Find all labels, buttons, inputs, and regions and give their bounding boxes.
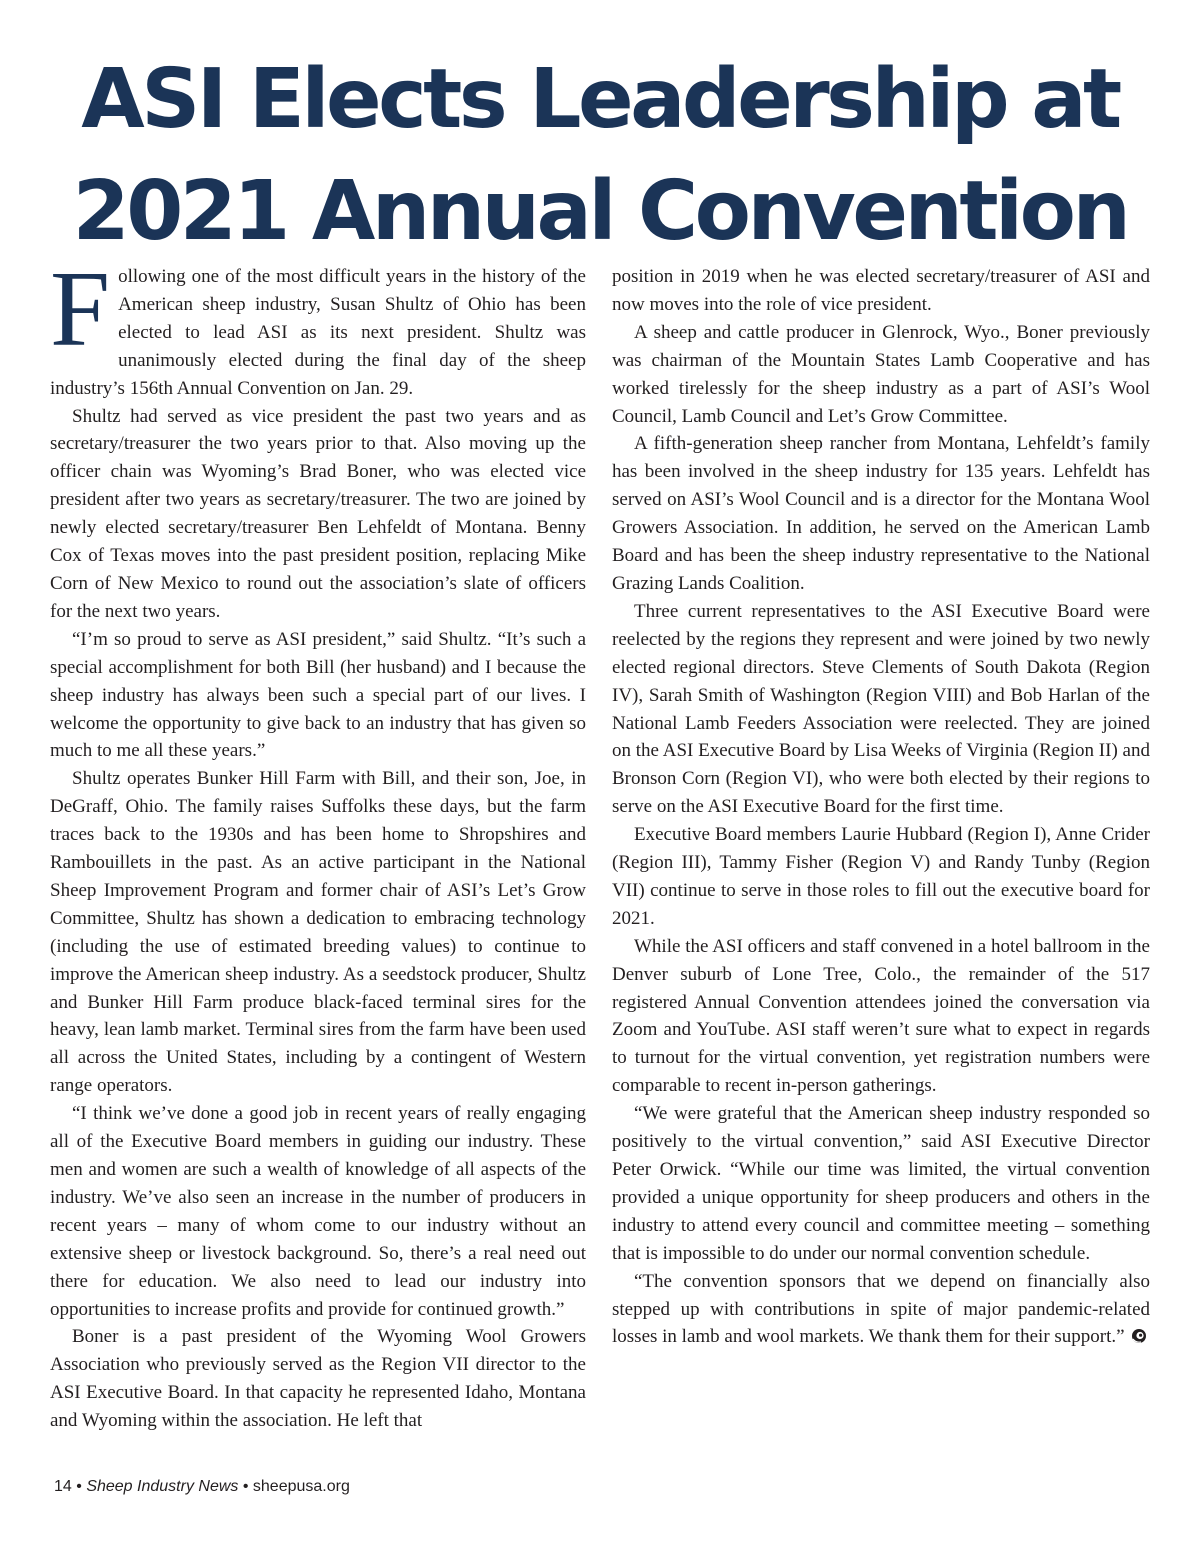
headline-line-2: 2021 Annual Convention xyxy=(72,164,1128,259)
paragraph: Shultz had served as vice president the past two years and as secretary/treasurer the two years prior to that. Also moving up the officer chain was Wyoming’s Brad Boner, who was elected vice president after two years as secretary/treasurer. The two are joined by newly elected secretary/treasurer Ben Lehfeldt of Montana. Benny Cox of Texas moves into the past president position, replacing Mike Corn of New Mexico to round out the association’s slate of officers for the next two years. xyxy=(50,405,586,622)
paragraph-text: “The convention sponsors that we depend on financially also stepped up with contributions in spite of major pandemic-related losses in lamb and wool markets. We thank them for their support.” xyxy=(612,1270,1150,1348)
asi-end-mark-icon xyxy=(1131,1328,1147,1344)
right-column xyxy=(612,263,1150,1351)
paragraph: “I think we’ve done a good job in recent years of really engaging all of the Executive Board members in guiding our industry. These men and women are such a wealth of knowledge of all aspects of the industry. We’ve also seen an increase in the number of producers in recent years – many of whom come to our industry without an extensive sheep or livestock background. So, there’s a real need out there for education. We also need to lead our industry into opportunities to increase profits and provide for continued growth.” xyxy=(50,1103,586,1320)
paragraph xyxy=(612,1268,1150,1352)
website-link[interactable]: sheepusa.org xyxy=(252,1478,350,1495)
paragraph: A fifth-generation sheep rancher from Montana, Lehfeldt’s family has been involved in the sheep industry for 135 years. Lehfeldt has served on ASI’s Wool Council and is a director for the Montana Wool Growers Association. In addition, he served on the American Lamb Board and has been the sheep industry representative to the National Grazing Lands Coalition. xyxy=(612,433,1150,594)
headline-line-1: ASI Elects Leadership at xyxy=(81,52,1119,147)
paragraph: Three current representatives to the ASI Executive Board were reelected by the regions they represent and were joined by two newly elected regional directors. Steve Clements of South Dakota (Region IV), Sarah Smith of Washington (Region VIII) and Bob Harlan of the National Lamb Feeders Association were reelected. They are joined on the ASI Executive Board by Lisa Weeks of Virginia (Region II) and Bronson Corn (Region VI), who were both elected by their regions to serve on the ASI Executive Board for the first time. xyxy=(612,600,1150,818)
paragraph: “We were grateful that the American sheep industry responded so positively to the virtual convention,” said ASI Executive Director Peter Orwick. “While our time was limited, the virtual convention provided a unique opportunity for sheep producers and others in the industry to attend every council and committee meeting – something that is impossible to do under our normal convention schedule. xyxy=(612,1103,1150,1264)
article-headline xyxy=(0,44,1200,268)
paragraph-text: ollowing one of the most difficult years in the history of the American sheep industry, Susan Shultz of Ohio has been elected to lead ASI as its next president. Shultz was unanimously elected during the final day of the sheep industry’s 156th Annual Convention on Jan. 29. xyxy=(50,266,586,399)
paragraph xyxy=(50,250,586,403)
page-number: 14 xyxy=(54,1478,72,1495)
footer-bullet: • xyxy=(76,1478,82,1495)
paragraph: “I’m so proud to serve as ASI president,” said Shultz. “It’s such a special accomplishment for both Bill (her husband) and I because the sheep industry has always been such a special part of our lives. I welcome the opportunity to give back to an industry that has given so much to me all these years.” xyxy=(50,628,586,762)
left-column xyxy=(50,250,586,1435)
footer-bullet: • xyxy=(242,1478,249,1495)
paragraph: Shultz operates Bunker Hill Farm with Bill, and their son, Joe, in DeGraff, Ohio. The family raises Suffolks these days, but the farm traces back to the 1930s and has been home to Shropshires and Rambouillets in the past. As an active participant in the National Sheep Improvement Program and former chair of ASI’s Let’s Grow Committee, Shultz has shown a dedication to embracing technology (including the use of estimated breeding values) to continue to improve the American sheep industry. As a seedstock producer, Shultz and Bunker Hill Farm produce black-faced terminal sires for the heavy, lean lamb market. Terminal sires from the farm have been used all across the United States, including by a contingent of Western range operators. xyxy=(50,768,586,1097)
paragraph: position in 2019 when he was elected secretary/treasurer of ASI and now moves into the role of vice president. xyxy=(612,266,1150,315)
paragraph: A sheep and cattle producer in Glenrock, Wyo., Boner previously was chairman of the Mountain States Lamb Cooperative and has worked tirelessly for the sheep industry as a part of ASI’s Wool Council, Lamb Council and Let’s Grow Committee. xyxy=(612,321,1150,427)
page-footer xyxy=(54,1478,350,1496)
paragraph: While the ASI officers and staff convened in a hotel ballroom in the Denver suburb of Lone Tree, Colo., the remainder of the 517 registered Annual Convention attendees joined the conversation via Zoom and YouTube. ASI staff weren’t sure what to expect in regards to turnout for the virtual convention, yet registration numbers were comparable to recent in-person gatherings. xyxy=(612,935,1150,1097)
paragraph: Executive Board members Laurie Hubbard (Region I), Anne Crider (Region III), Tammy Fisher (Region V) and Randy Tunby (Region VII) continue to serve in those roles to fill out the executive board for 2021. xyxy=(612,824,1150,929)
paragraph: Boner is a past president of the Wyoming Wool Growers Association who previously served as the Region VII director to the ASI Executive Board. In that capacity he represented Idaho, Montana and Wyoming within the association. He left that xyxy=(50,1326,586,1432)
magazine-name: Sheep Industry News xyxy=(86,1478,239,1495)
drop-cap: F xyxy=(50,250,111,369)
